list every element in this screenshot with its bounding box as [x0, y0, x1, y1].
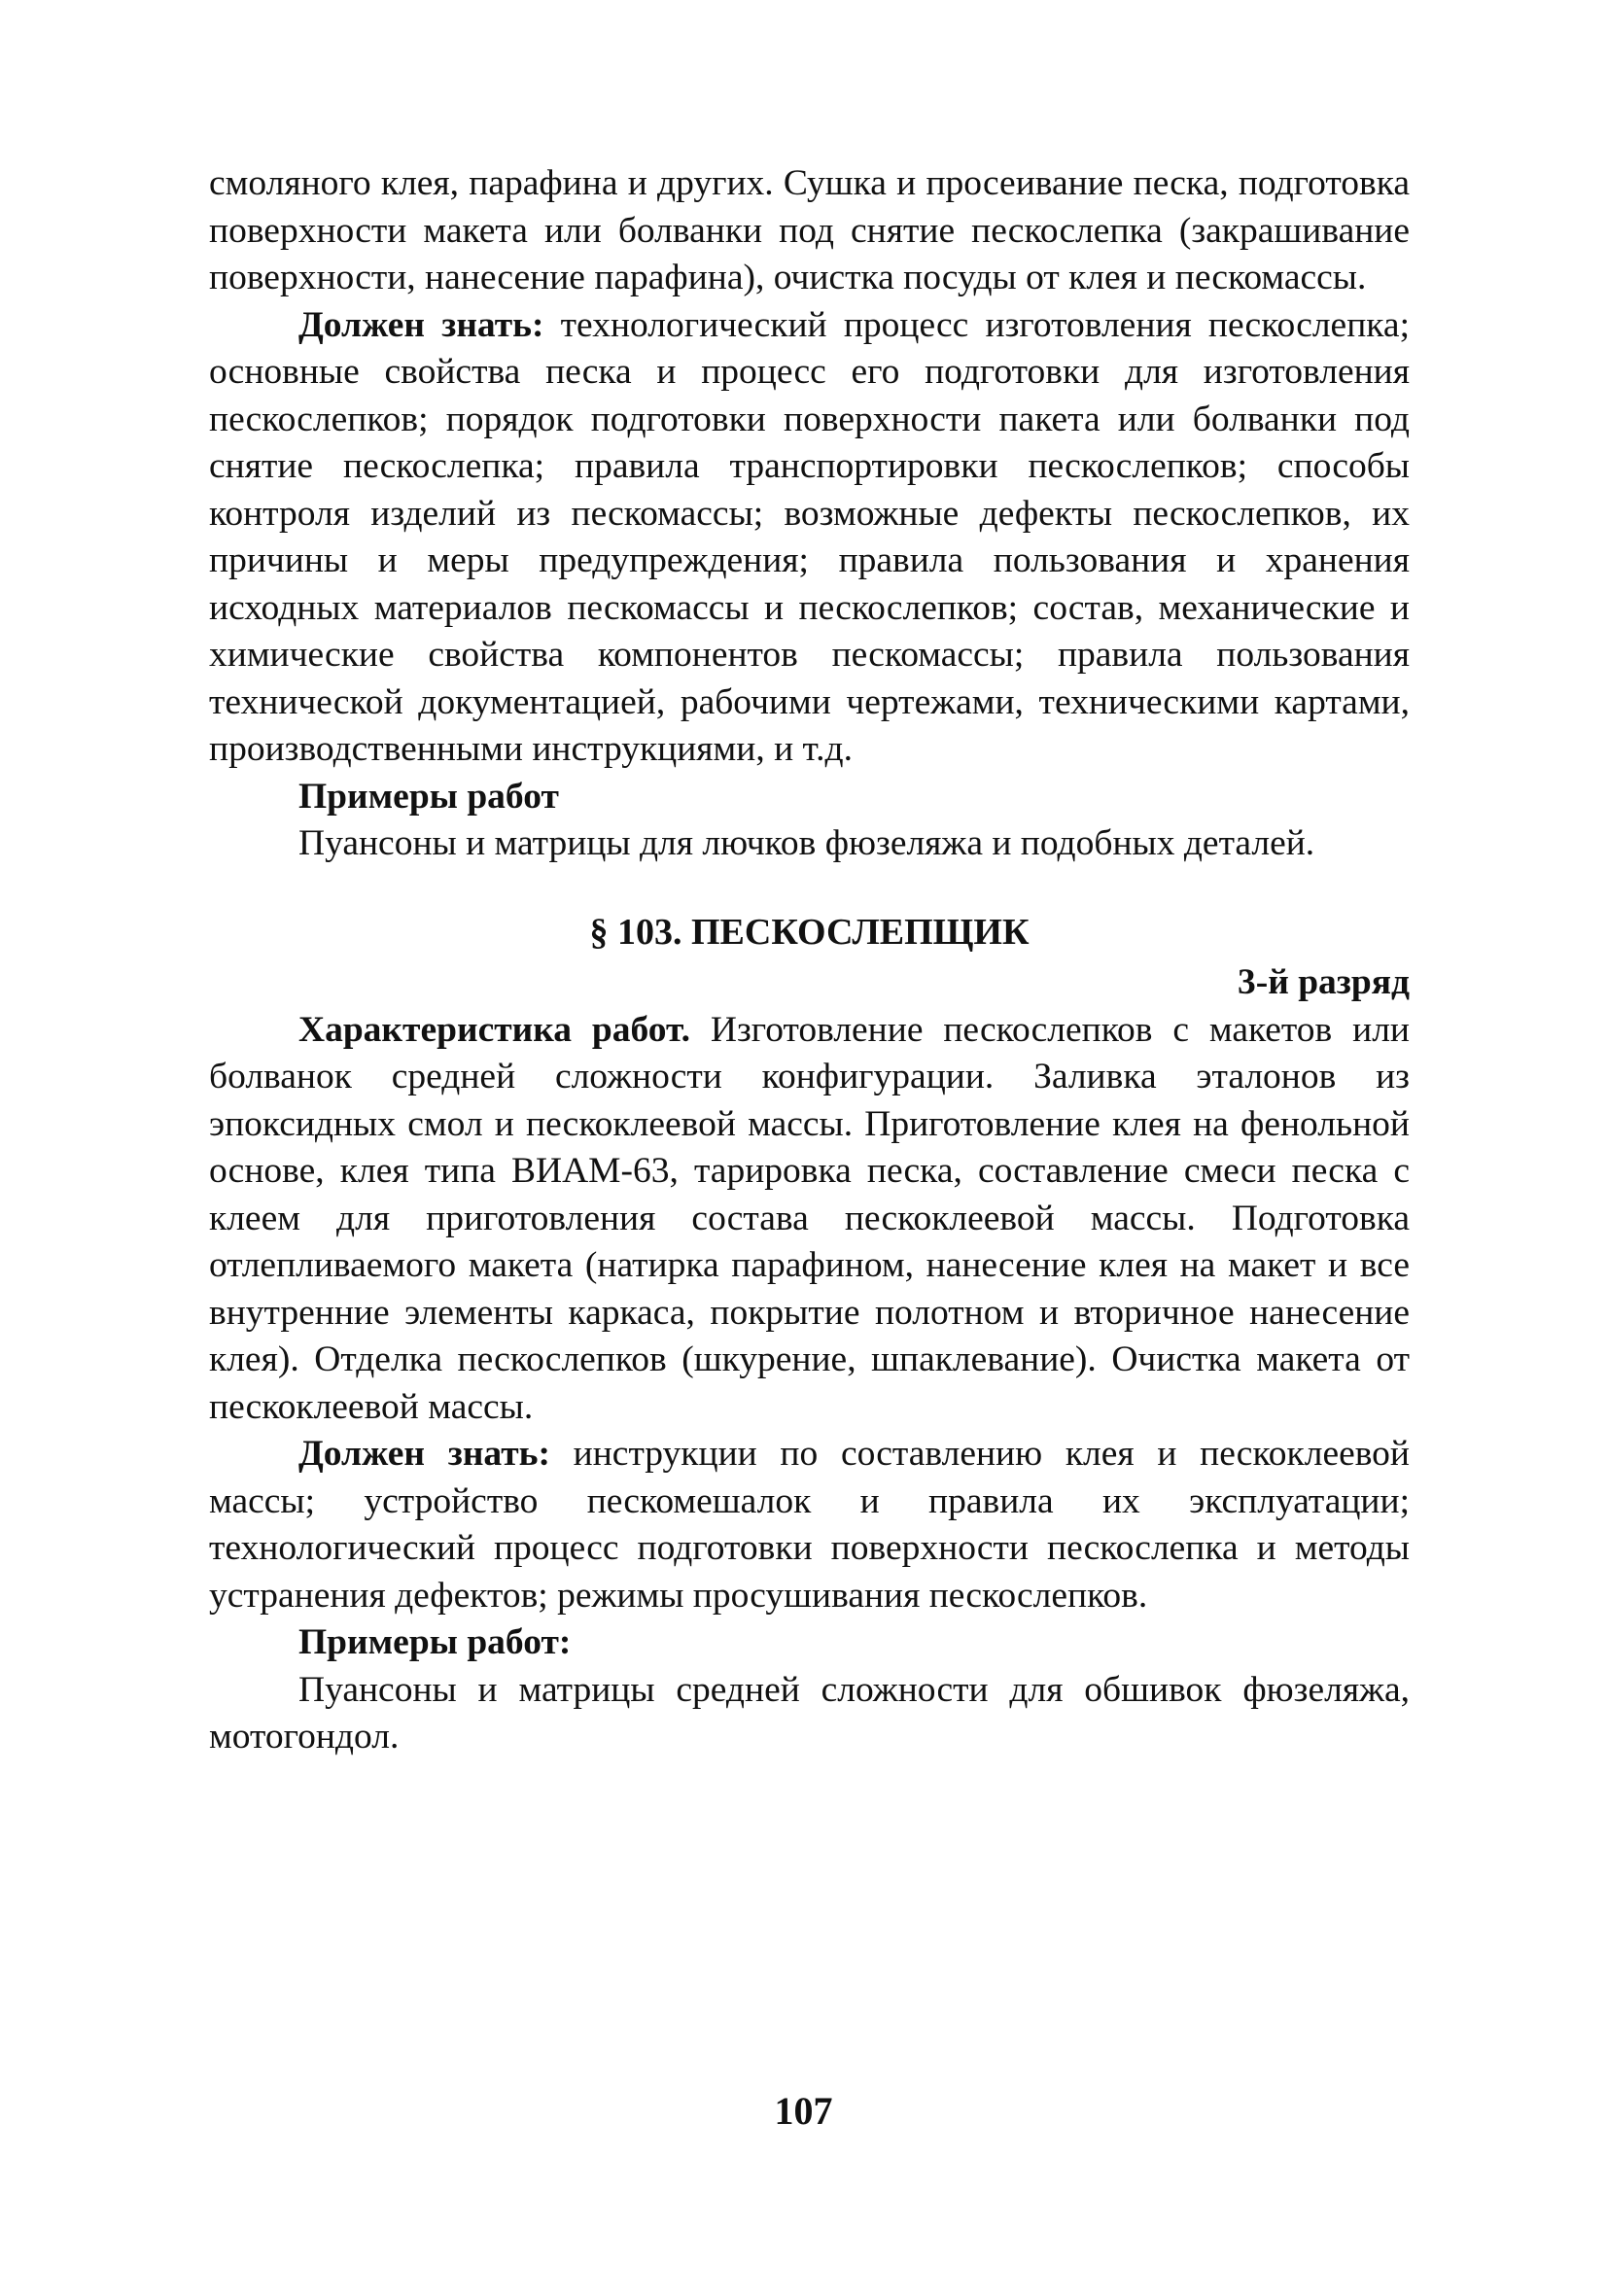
page-number: 107	[774, 2089, 833, 2133]
characteristic-text: Изготовление пескослепков с макетов или болванок средней сложности конфигурации. Заливка эталонов из эпоксидных смол и пескоклеевой массы. Приготовление клея на фенольной основе, клея типа ВИАМ-63, тарировка песка, составление смеси песка с клеем для приготовления состава пескоклеевой массы. Подготовка отлепливаемого макета (натирка парафином, нанесение клея на макет и все внутренние элементы каркаса, покрытие полотном и вторичное нанесение клея). Отделка пескослепков (шкурение, шпаклевание). Очистка макета от пескоклеевой массы.	[209, 1009, 1410, 1427]
must-know-text: технологический процесс изготовления пескослепка; основные свойства песка и процесс его подготовки для изготовления пескослепков; порядок подготовки поверхности пакета или болванки под снятие пескослепка; правила транспортировки пескослепков; способы контроля изделий из пескомассы; возможные дефекты пескослепков, их причины и меры предупреждения; правила пользования и хранения исходных материалов пескомассы и пескослепков; состав, механические и химические свойства компонентов пескомассы; правила пользования технической документацией, рабочими чертежами, техническими картами, производственными инструкциями, и т.д.	[209, 304, 1410, 769]
must-know-label-103: Должен знать:	[298, 1434, 550, 1474]
examples-heading: Примеры работ	[298, 776, 559, 817]
characteristic-paragraph	[209, 1007, 1410, 1432]
must-know-paragraph-103	[209, 1431, 1410, 1619]
must-know-label: Должен знать:	[298, 304, 544, 345]
must-know-text-103: инструкции по составлению клея и пескоклеевой массы; устройство пескомешалок и правила их эксплуатации; технологический процесс подготовки поверхности пескослепка и методы устранения дефектов; режимы просушивания пескослепков.	[209, 1434, 1410, 1616]
page-body	[209, 160, 1410, 1761]
examples-text: Пуансоны и матрицы для лючков фюзеляжа и подобных деталей.	[298, 823, 1315, 863]
examples-heading-103: Примеры работ:	[298, 1622, 572, 1662]
section-title: § 103. ПЕСКОСЛЕПЩИК	[589, 911, 1030, 953]
characteristic-label: Характеристика работ.	[298, 1009, 690, 1050]
must-know-paragraph	[209, 302, 1410, 774]
grade-label: 3-й разряд	[1237, 962, 1410, 1002]
continuation-paragraph: смоляного клея, парафина и других. Сушка и просеивание песка, подготовка поверхности макета или болванки под снятие пескослепка (закрашивание поверхности, нанесение парафина), очистка посуды от клея и пескомассы.	[209, 163, 1410, 297]
examples-text-103: Пуансоны и матрицы средней сложности для обшивок фюзеляжа, мотогондол.	[209, 1669, 1410, 1757]
